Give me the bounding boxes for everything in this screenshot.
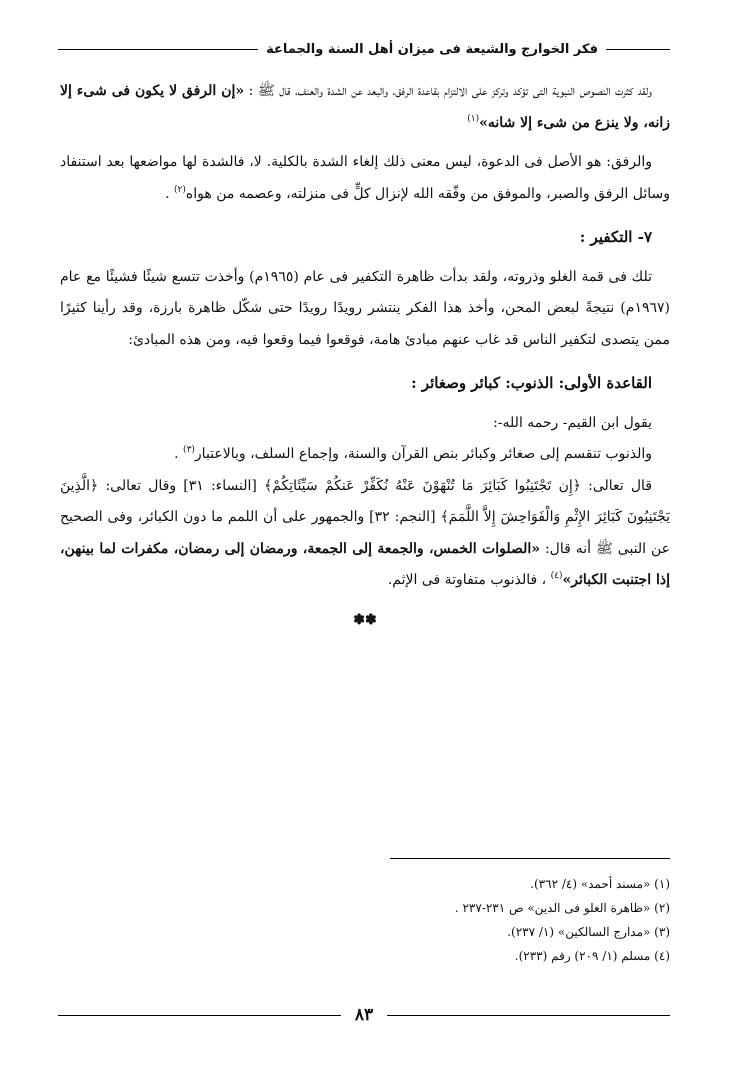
paragraph-takfir: تلك فى قمة الغلو وذروته، ولقد بدأت ظاهرة التكفير فى عام (١٩٦٥م) وأخذت تتسع شيئًا فشيئًا مع عام (١٩٦٧م) نتيجةً لبعض المحن، وأخذ هذا الفكر ينتشر رويدًا رويدًا حتى شكّل ظاهرة بارزة، وقد رأينا كثيرًا ممن يتصدى لتكفير الناس قد غاب عنهم مبادئ هامة، فوقعوا فيما وقعوا فيه، ومن هذه المبادئ: [60, 268, 670, 348]
hadith-gentleness: «إن الرفق لا يكون فى شىء إلا زانه، ولا ينزع من شىء إلا شانه» [60, 83, 670, 131]
paragraph-gentleness-principle-text: والرفق: هو الأصل فى الدعوة، ليس معنى ذلك إلغاء الشدة بالكلية. لا، فالشدة لها مواضعها بعد استنفاد وسائل الرفق والصبر، والموفق من وفّقه الله لإنزال كلٍّ فى منزلته، وعصمه من هواه [60, 154, 670, 202]
paragraph-sins-division: والذنوب تنقسم إلى صغائر وكبائر بنص القرآن والسنة، وإجماع السلف، وبالاعتبار$^{(٣)}$ . [174, 445, 652, 462]
header-title: فكر الخوارج والشيعة فى ميزان أهل السنة والجماعة [266, 41, 598, 57]
footnote-4: (٤) مسلم (١/ ٢٠٩) رقم (٢٣٣). [514, 949, 670, 963]
running-header [58, 38, 670, 60]
footer-rule-right [387, 1015, 670, 1016]
paragraph-gentleness-text: ولقد كثرت النصوص النبوية التى تؤكد وتركز على الالتزام بقاعدة الرفق، والبعد عن الشدة والعنف، قال ﷺ : [244, 83, 652, 99]
paragraph-gentleness [60, 76, 670, 139]
section-separator: ✽✽ [353, 611, 377, 628]
footnote-ref-1: (١) [467, 113, 480, 124]
footnote-ref-4: (٤) [550, 571, 563, 581]
footnotes [60, 872, 670, 968]
paragraph-quran-evidence-end: ، فالذنوب متفاوتة فى الإثم. [387, 572, 551, 588]
paragraph-gentleness-principle: والرفق: هو الأصل فى الدعوة، ليس معنى ذلك إلغاء الشدة بالكلية. لا، فالشدة لها مواضعها بعد استنفاد وسائل الرفق والصبر، والموفق من وفّقه الله لإنزال كلٍّ فى منزلته، وعصمه من هواه$^{(٢)}$ . [60, 154, 670, 202]
section-heading-takfir: ٧- التكفير : [579, 228, 652, 246]
main-text [60, 76, 670, 636]
footnote-3: (٣) «مدارج السالكين» (١/ ٢٣٧). [507, 925, 670, 939]
footnote-ref-2: (٢) [174, 184, 186, 195]
footnote-1: (١) «مسند أحمد» (٤/ ٣٦٢). [530, 877, 670, 891]
footnote-ref-3: (٣) [183, 445, 195, 455]
paragraph-ibn-qayyim: يقول ابن القيم- رحمه الله-: [493, 414, 652, 431]
paragraph-sins-division-text: والذنوب تنقسم إلى صغائر وكبائر بنص القرآن والسنة، وإجماع السلف، وبالاعتبار [194, 446, 652, 462]
footer-rule-left [58, 1015, 341, 1016]
hadith-prayers: «الصلوات الخمس، والجمعة إلى الجمعة، ورمضان إلى رمضان، مكفرات لما بينهن، إذا اجتنبت الكبائر» [60, 540, 670, 588]
header-rule-right [606, 49, 670, 50]
footnote-2: (٢) «ظاهرة الغلو فى الدين» ص ٢٣١-٢٣٧ . [454, 901, 670, 915]
rule-heading: القاعدة الأولى: الذنوب: كبائر وصغائر : [411, 374, 652, 392]
page-number: ٨٣ [354, 1005, 374, 1025]
header-rule-left [58, 49, 258, 50]
paragraph-quran-evidence-text: قال تعالى: ﴿إِن تَجْتَنِبُوا كَبَائِرَ مَا تُنْهَوْنَ عَنْهُ نُكَفِّرْ عَنكُمْ سَيِّئَاتِكُمْ﴾ [النساء: ٣١] وقال تعالى: ﴿الَّذِينَ يَجْتَنِبُونَ كَبَائِرَ الإِثْمِ وَالْفَوَاحِشَ إِلاَّ اللَّمَمَ﴾ [النجم: ٣٢] والجمهور على أن اللمم ما دون الكبائر، وفى الصحيح عن النبى ﷺ أنه قال: [60, 477, 671, 557]
footnote-rule [390, 858, 670, 859]
paragraph-quran-evidence [60, 471, 670, 597]
page-footer [58, 1005, 670, 1025]
